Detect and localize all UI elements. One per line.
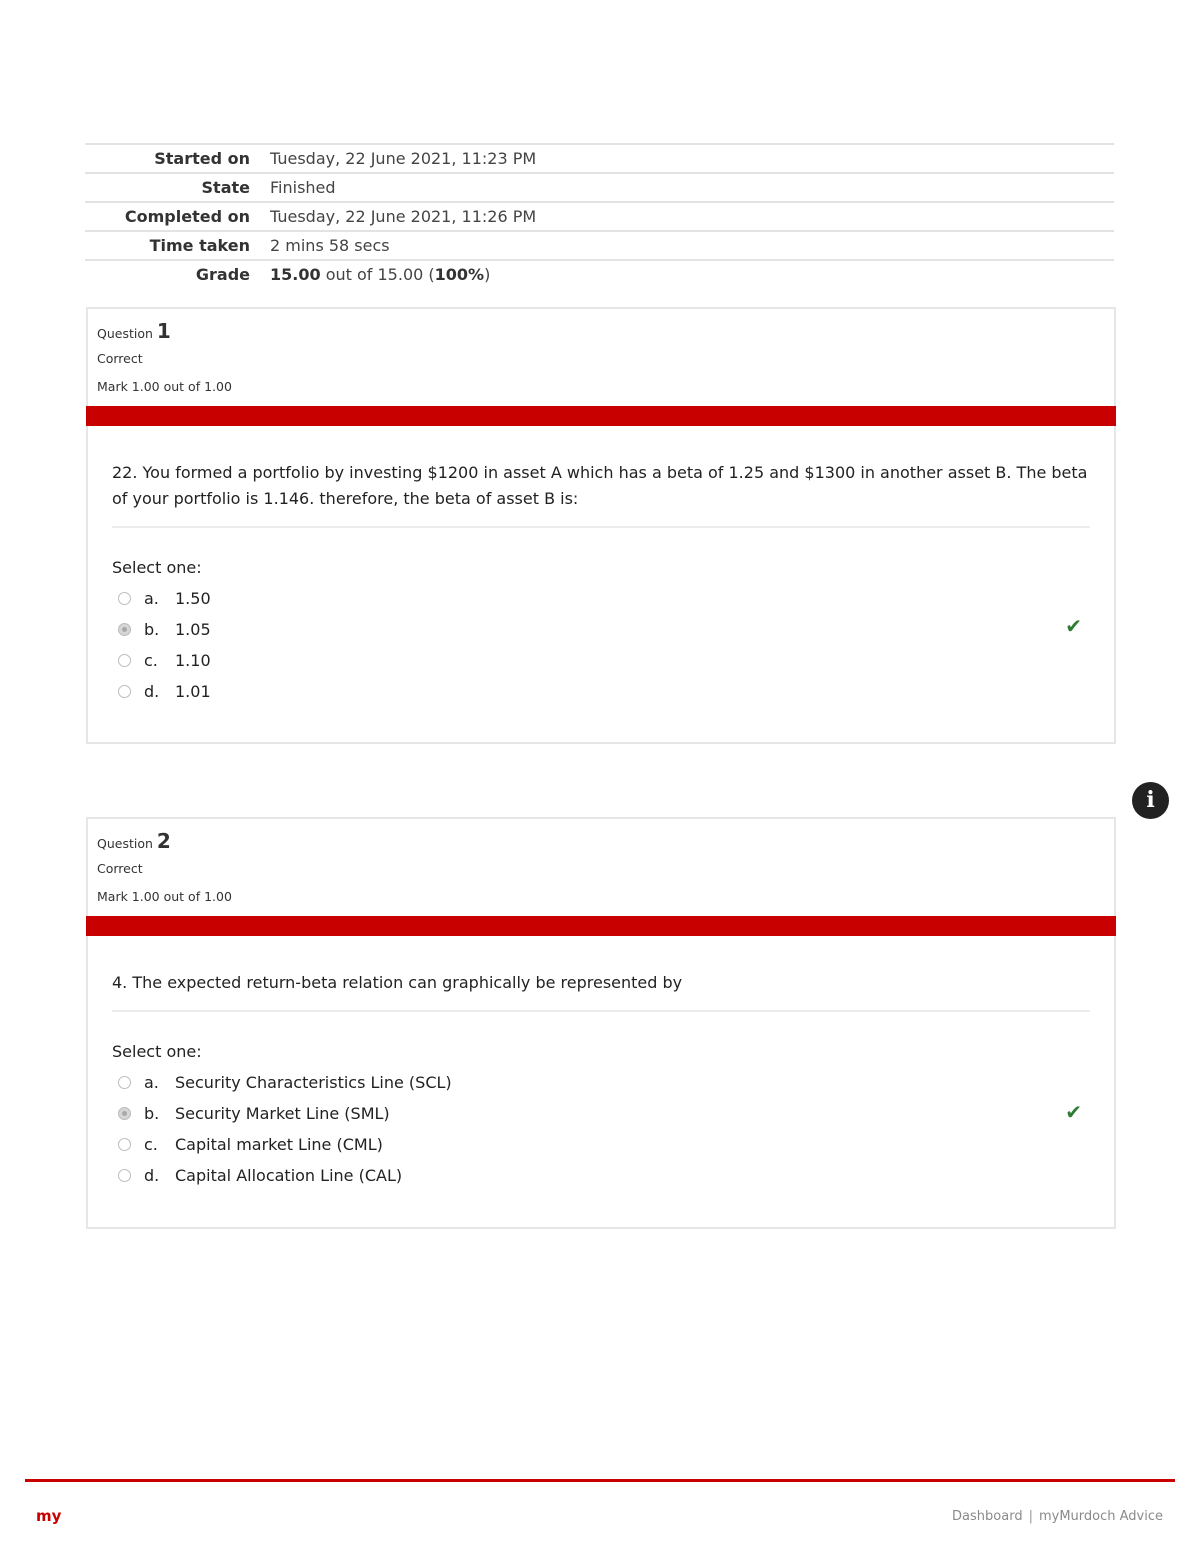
question-2 [86,817,1116,1229]
summary-value: Finished [270,173,1114,202]
summary-label: Started on [85,144,270,173]
answer-text: Capital Allocation Line (CAL) [175,1166,403,1185]
radio-button[interactable] [118,1138,131,1151]
answer-list [118,1067,1114,1191]
select-prompt: Select one: [112,1042,202,1061]
question-text: 4. The expected return-beta relation can graphically be represented by [112,970,1090,1012]
answer-option-a[interactable] [118,1067,1114,1098]
attempt-summary [85,143,1114,288]
answer-option-d[interactable] [118,676,1114,707]
summary-row-time [85,231,1114,260]
answer-list [118,583,1114,707]
radio-button-selected[interactable] [118,623,131,636]
question-1 [86,307,1116,744]
summary-row-grade [85,260,1114,288]
question-num: 2 [156,829,171,853]
summary-row-state [85,173,1114,202]
grade-percent: 100% [434,265,485,284]
footer-logo[interactable]: my [36,1507,62,1525]
question-num: 1 [156,319,171,343]
info-icon[interactable]: i [1132,782,1169,819]
summary-value: 2 mins 58 secs [270,231,1114,260]
footer-links [952,1509,1163,1524]
answer-letter: d. [144,1166,160,1185]
answer-text: Security Characteristics Line (SCL) [175,1073,452,1092]
summary-label: Grade [85,260,270,288]
footer-divider [25,1479,1175,1482]
summary-row-completed [85,202,1114,231]
answer-option-c[interactable] [118,645,1114,676]
answer-letter: a. [144,589,159,608]
radio-button[interactable] [118,685,131,698]
footer-link-advice[interactable]: myMurdoch Advice [1038,1509,1163,1524]
summary-value: Tuesday, 22 June 2021, 11:23 PM [270,144,1114,173]
question-number [97,319,1105,343]
grade-score: 15.00 [270,265,321,284]
question-info [88,819,1114,916]
footer-separator: | [1028,1509,1033,1524]
question-divider-bar [86,406,1116,426]
radio-button-selected[interactable] [118,1107,131,1120]
answer-letter: a. [144,1073,159,1092]
radio-button[interactable] [118,592,131,605]
checkmark-icon: ✔ [1065,614,1082,638]
question-prefix: Question [97,326,157,341]
answer-option-b[interactable] [118,614,1114,645]
answer-letter: b. [144,1104,160,1123]
footer-link-dashboard[interactable]: Dashboard [952,1509,1023,1524]
answer-letter: c. [144,1135,158,1154]
grade-middle: out of 15.00 ( [320,265,435,284]
answer-text: 1.01 [175,682,211,701]
question-info [88,309,1114,406]
question-prefix: Question [97,836,157,851]
answer-text: Capital market Line (CML) [175,1135,383,1154]
answer-letter: c. [144,651,158,670]
answer-option-d[interactable] [118,1160,1114,1191]
summary-label: Completed on [85,202,270,231]
summary-row-started [85,144,1114,173]
answer-text: 1.05 [175,620,211,639]
grade-value [270,260,1114,288]
question-state: Correct [97,351,143,366]
radio-button[interactable] [118,654,131,667]
answer-text: 1.50 [175,589,211,608]
answer-text: Security Market Line (SML) [175,1104,390,1123]
radio-button[interactable] [118,1169,131,1182]
answer-letter: b. [144,620,160,639]
summary-value: Tuesday, 22 June 2021, 11:26 PM [270,202,1114,231]
question-mark: Mark 1.00 out of 1.00 [97,379,232,394]
summary-label: State [85,173,270,202]
radio-button[interactable] [118,1076,131,1089]
question-text: 22. You formed a portfolio by investing $1200 in asset A which has a beta of 1.25 and $1300 in another asset B. The beta of your portfolio is 1.146. therefore, the beta of asset B is: [112,460,1090,528]
checkmark-icon: ✔ [1065,1100,1082,1124]
question-state: Correct [97,861,143,876]
answer-option-b[interactable] [118,1098,1114,1129]
question-divider-bar [86,916,1116,936]
summary-label: Time taken [85,231,270,260]
select-prompt: Select one: [112,558,202,577]
grade-end: ) [484,265,491,284]
answer-letter: d. [144,682,160,701]
answer-text: 1.10 [175,651,211,670]
question-number [97,829,1105,853]
question-mark: Mark 1.00 out of 1.00 [97,889,232,904]
answer-option-c[interactable] [118,1129,1114,1160]
answer-option-a[interactable] [118,583,1114,614]
